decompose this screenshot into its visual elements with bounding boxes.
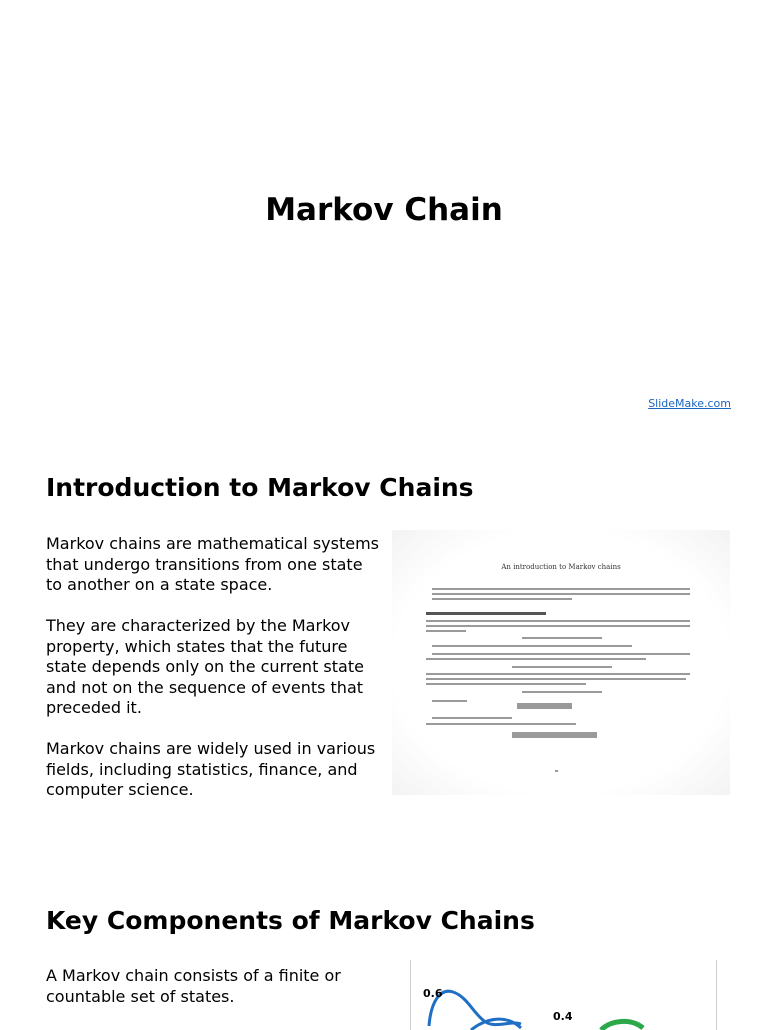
intro-paragraph-3: Markov chains are widely used in various fields, including statistics, finance, and computer science.: [46, 739, 376, 799]
green-state-node: [601, 1021, 643, 1030]
intro-paragraph-1: Markov chains are mathematical systems that undergo transitions from one state to another on a state space.: [46, 534, 380, 594]
slide-title: Markov Chain: [265, 192, 503, 228]
intro-heading: Introduction to Markov Chains: [46, 473, 474, 502]
document-thumbnail-heading: An introduction to Markov chains: [501, 563, 621, 571]
markov-graph-image: [410, 960, 717, 1030]
components-heading: Key Components of Markov Chains: [46, 906, 535, 935]
edge-label-0-4: 0.4: [553, 1010, 573, 1023]
slidemake-link[interactable]: SlideMake.com: [648, 397, 731, 410]
intro-paragraph-2: They are characterized by the Markov property, which states that the future state depends only on the current state and not on the sequence of events that preceded it.: [46, 616, 364, 717]
document-text-lines: [392, 530, 730, 795]
components-paragraph-1: A Markov chain consists of a finite or countable set of states.: [46, 966, 341, 1006]
title-slide: [0, 0, 768, 430]
edge-label-0-6: 0.6: [423, 987, 443, 1000]
document-thumbnail-image: [392, 530, 730, 795]
